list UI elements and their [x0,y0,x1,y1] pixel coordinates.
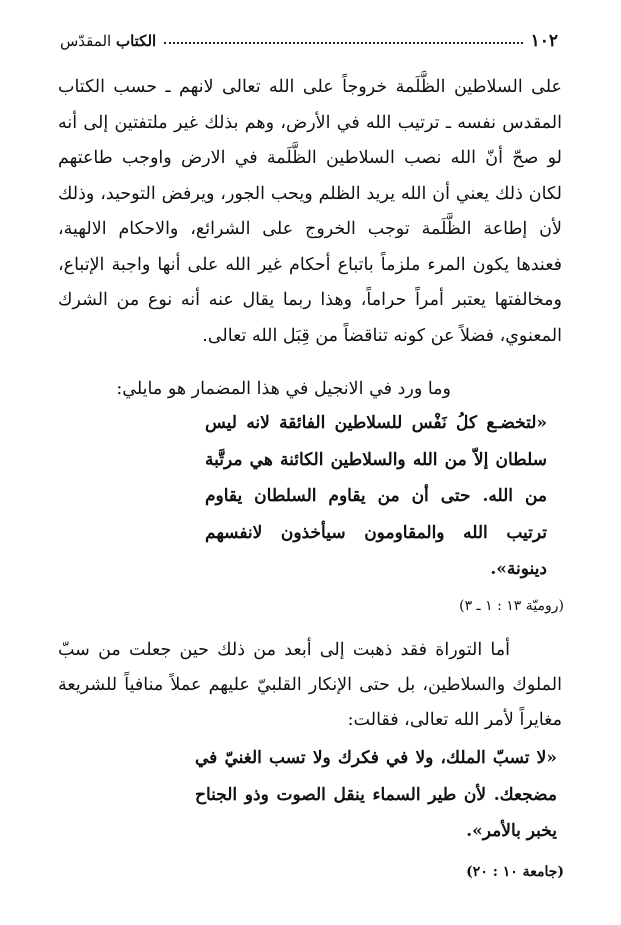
torah-reference [60,862,564,882]
torah-quote: «لا تسبّ الملك، ولا في فكرك ولا تسب الغنيّ في مضجعك. لأن طير السماء ينقل الصوت وذو الجناح يخبر بالأمر». [195,748,557,841]
header-leader-dots [164,28,522,44]
paragraph-1: على السلاطين الظَّلَمة خروجاً على الله تعالى لانهم ـ حسب الكتاب المقدس نفسه ـ ترتيب الله في الأرض، وهم بذلك غير ملتفتين إلى أنه لو صحّ أنّ الله نصب السلاطين الظَّلَمة في الارض واوجب طاعتهم لكان ذلك يعني أن الله يريد الظلم ويحب الجور، ويرفض التوحيد، وذلك لأن إطاعة الظَّلَمة توجب الخروج على الشرائع، والاحكام الالهية، فعندها يكون المرء ملزماً باتباع أحكام غير الله على أنها واجبة الإتباع، ومخالفتها يعتبر أمراً حراماً، وهذا ربما يقال عنه أنه نوع من الشرك المعنوي، فضلاً عن كونه تناقضاً من قِبَل الله تعالى. [58,77,562,346]
page-header [60,28,558,54]
gospel-quote: «لتخضـع كلُ نَفْس للسلاطين الفائقة لانه ليس سلطان إلاّ من الله والسلاطين الكائنة هي مرتَّبة من الله. حتى أن من يقاوم السلطان يقاوم ترتيب الله والمقاومون سيأخذون لانفسهم دينونة». [205,413,547,579]
paragraph-main [58,70,562,354]
torah-reference-text: (جامعة ١٠ : ٢٠) [466,864,564,880]
paragraph-2 [58,633,562,738]
gospel-intro-line: وما ورد في الانجيل في هذا المضمار هو مايلي: [116,379,451,399]
paragraph-2-text: أما التوراة فقد ذهبت إلى أبعد من ذلك حين جعلت من سبّ الملوك والسلاطين، بل حتى الإنكار القلبيّ عليهم عملاً منافياً للشريعة مغايراً لأمر الله تعالى، فقالت: [58,640,562,730]
running-title [60,28,156,54]
running-title-rest: المقدّس [60,32,116,50]
running-title-bold: الكتاب [115,32,157,50]
page-number: ١٠٢ [530,31,558,51]
gospel-reference: (روميّة ١٣ : ١ ـ ٣) [459,598,564,614]
